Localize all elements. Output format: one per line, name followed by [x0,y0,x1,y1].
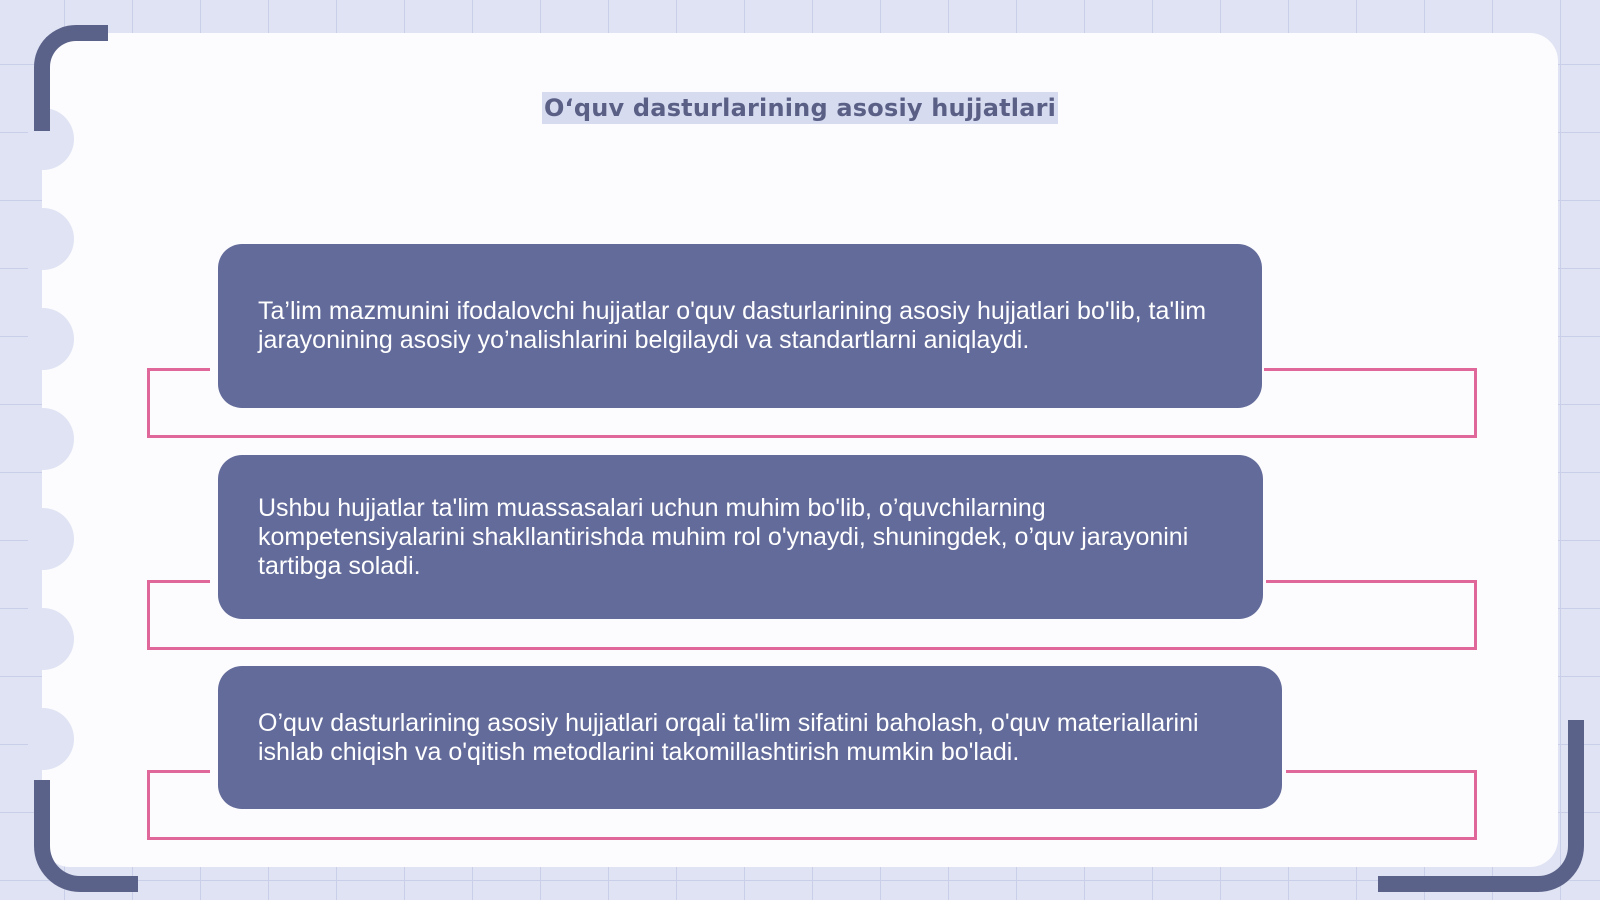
slide-title: Oʻquv dasturlarining asosiy hujjatlari [543,94,1057,122]
info-box-text: Ta’lim mazmunini ifodalovchi hujjatlar o'quv dasturlarining asosiy hujjatlari bo'lib, ta'lim jarayonining asosiy yo’nalishlarini belgilaydi va standartlarni aniqlaydi. [258,297,1207,354]
corner-bracket-bottom-left [34,780,138,892]
info-box-text: O’quv dasturlarining asosiy hujjatlari orqali ta'lim sifatini baholash, o'quv materiallarini ishlab chiqish va o'qitish metodlarini takomillashtirish mumkin bo'ladi. [258,708,1199,766]
info-box [218,666,1282,809]
info-box [218,455,1263,619]
slide-title-wrap [0,92,1600,124]
info-box [218,244,1262,408]
info-box-text: Ushbu hujjatlar ta'lim muassasalari uchun muhim bo'lib, o’quvchilarning kompetensiyalarini shakllantirishda muhim rol o'ynaydi, shuningdek, o’quv jarayonini tartibga soladi. [258,493,1189,580]
